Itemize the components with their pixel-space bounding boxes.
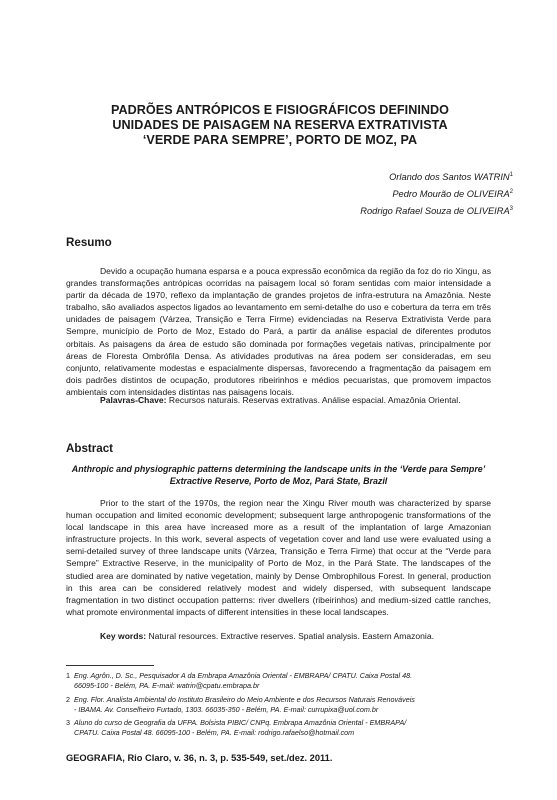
title-line: PADRÕES ANTRÓPICOS E FISIOGRÁFICOS DEFININDO <box>110 103 450 117</box>
title-line: ‘VERDE PARA SEMPRE’, PORTO DE MOZ, PA <box>142 133 418 147</box>
author-list <box>213 169 513 220</box>
resumo-heading: Resumo <box>66 236 112 249</box>
footnote-3: 3 Aluno do curso de Geografia da UFPA. Bolsista PIBIC/ CNPq. Embrapa Amazônia Oriental - EMBRAPA/ CPATU. Caixa Postal 48. 66095-100 - Belém, PA. E-mail: rodrigo.rafaelso@hotmail.com <box>66 718 407 738</box>
abstract-heading: Abstract <box>66 442 114 455</box>
title-line: UNIDADES DE PAISAGEM NA RESERVA EXTRATIVISTA <box>112 118 448 132</box>
abstract-body: Prior to the start of the 1970s, the region near the Xingu River mouth was characterized by sparse human occupation and limited economic development; subsequent large anthropogenic transformations of the local landscape in this area have increased more as a result of the implantation of large Amazonian infrastructure projects. In this work, several aspects of vegetation cover and land use were evaluated using a semi-detailed survey of three landscape units (Várzea, Transição e Terra Firme) that occur at the “Verde para Sempre” Extractive Reserve, in the municipality of Porto de Moz, in the Pará State. The landscapes of the studied area are dominated by native vegetation, mainly by Dense Ombrophilous Forest. In general, production in this area can be considered relatively modest and widely dispersed, with subsequent landscape fragmentation in two distinct occupation patterns: river dwellers (ribeirinhos) and medium-sized cattle ranches, what promote environmental impacts of different intensities in these local landscapes. <box>66 498 491 617</box>
author: Rodrigo Rafael Souza de OLIVEIRA$^3$ <box>360 205 513 216</box>
keywords-text: Natural resources. Extractive reserves. Spatial analysis. Eastern Amazonia. <box>148 631 434 641</box>
author: Orlando dos Santos WATRIN$^1$ <box>389 171 513 182</box>
keywords-text: Recursos naturais. Reservas extrativas. Análise espacial. Amazônia Oriental. <box>168 395 461 405</box>
author-footnote-mark[interactable]: 2 <box>509 188 513 195</box>
paper-title <box>80 103 480 148</box>
footnote-1: 1 Eng. Agrôn., D. Sc., Pesquisador A da Embrapa Amazônia Oriental - EMBRAPA/ CPATU. Caixa Postal 48. 66095-100 - Belém, PA. E-mail: watrin@cpatu.embrapa.br <box>66 671 413 691</box>
keywords-label: Palavras-Chave: <box>100 395 167 405</box>
resumo-keywords <box>66 394 491 406</box>
keywords-label: Key words: <box>100 631 147 641</box>
footnote-divider <box>66 665 154 666</box>
author-footnote-mark[interactable]: 3 <box>509 205 513 212</box>
author-footnote-mark[interactable]: 1 <box>509 171 513 178</box>
journal-citation: GEOGRAFIA, Rio Claro, v. 36, n. 3, p. 535-549, set./dez. 2011. <box>66 753 333 763</box>
abstract-keywords <box>66 630 491 642</box>
resumo-body: Devido a ocupação humana esparsa e a pouca expressão econômica da região da foz do rio Xingu, as grandes transformações antrópicas ocorridas na paisagem local só foram sentidas com maior intensidade a partir da década de 1970, reflexo da implantação de grandes projetos de infra-estrutura na Amazônia. Neste trabalho, são avaliados aspectos ligados ao levantamento em semi-detalhe do uso e cobertura da terra em três unidades de paisagem (Várzea, Transição e Terra Firme) evidenciadas na Reserva Extrativista Verde para Sempre, município de Porto de Moz, Estado do Pará, a partir da análise espacial de diferentes produtos orbitais. As paisagens da área de estudo são dominada por formações vegetais nativas, principalmente por áreas de Floresta Ombrófila Densa. As atividades produtivas na área podem ser consideradas, em seu conjunto, relativamente modestas e espacialmente dispersas, favorecendo a fragmentação da paisagem em dois padrões distintos de ocupação, produtores ribeirinhos e médios pecuaristas, que promovem impactos ambientais com intensidades distintas nas paisagens locais. <box>66 266 491 397</box>
abstract-subtitle: Anthropic and physiographic patterns determining the landscape units in the ‘Verde para Sempre’ Extractive Reserve, Porto de Moz, Pará State, Brazil <box>71 464 486 486</box>
author: Pedro Mourão de OLIVEIRA$^2$ <box>392 188 513 199</box>
footnote-2: 2 Eng. Flor. Analista Ambiental do Instituto Brasileiro do Meio Ambiente e dos Recursos Naturais Renováveis - IBAMA. Av. Conselheiro Furtado, 1303. 66035-350 - Belém, PA. E-mail: currupixa@uol.com.br <box>66 695 415 715</box>
